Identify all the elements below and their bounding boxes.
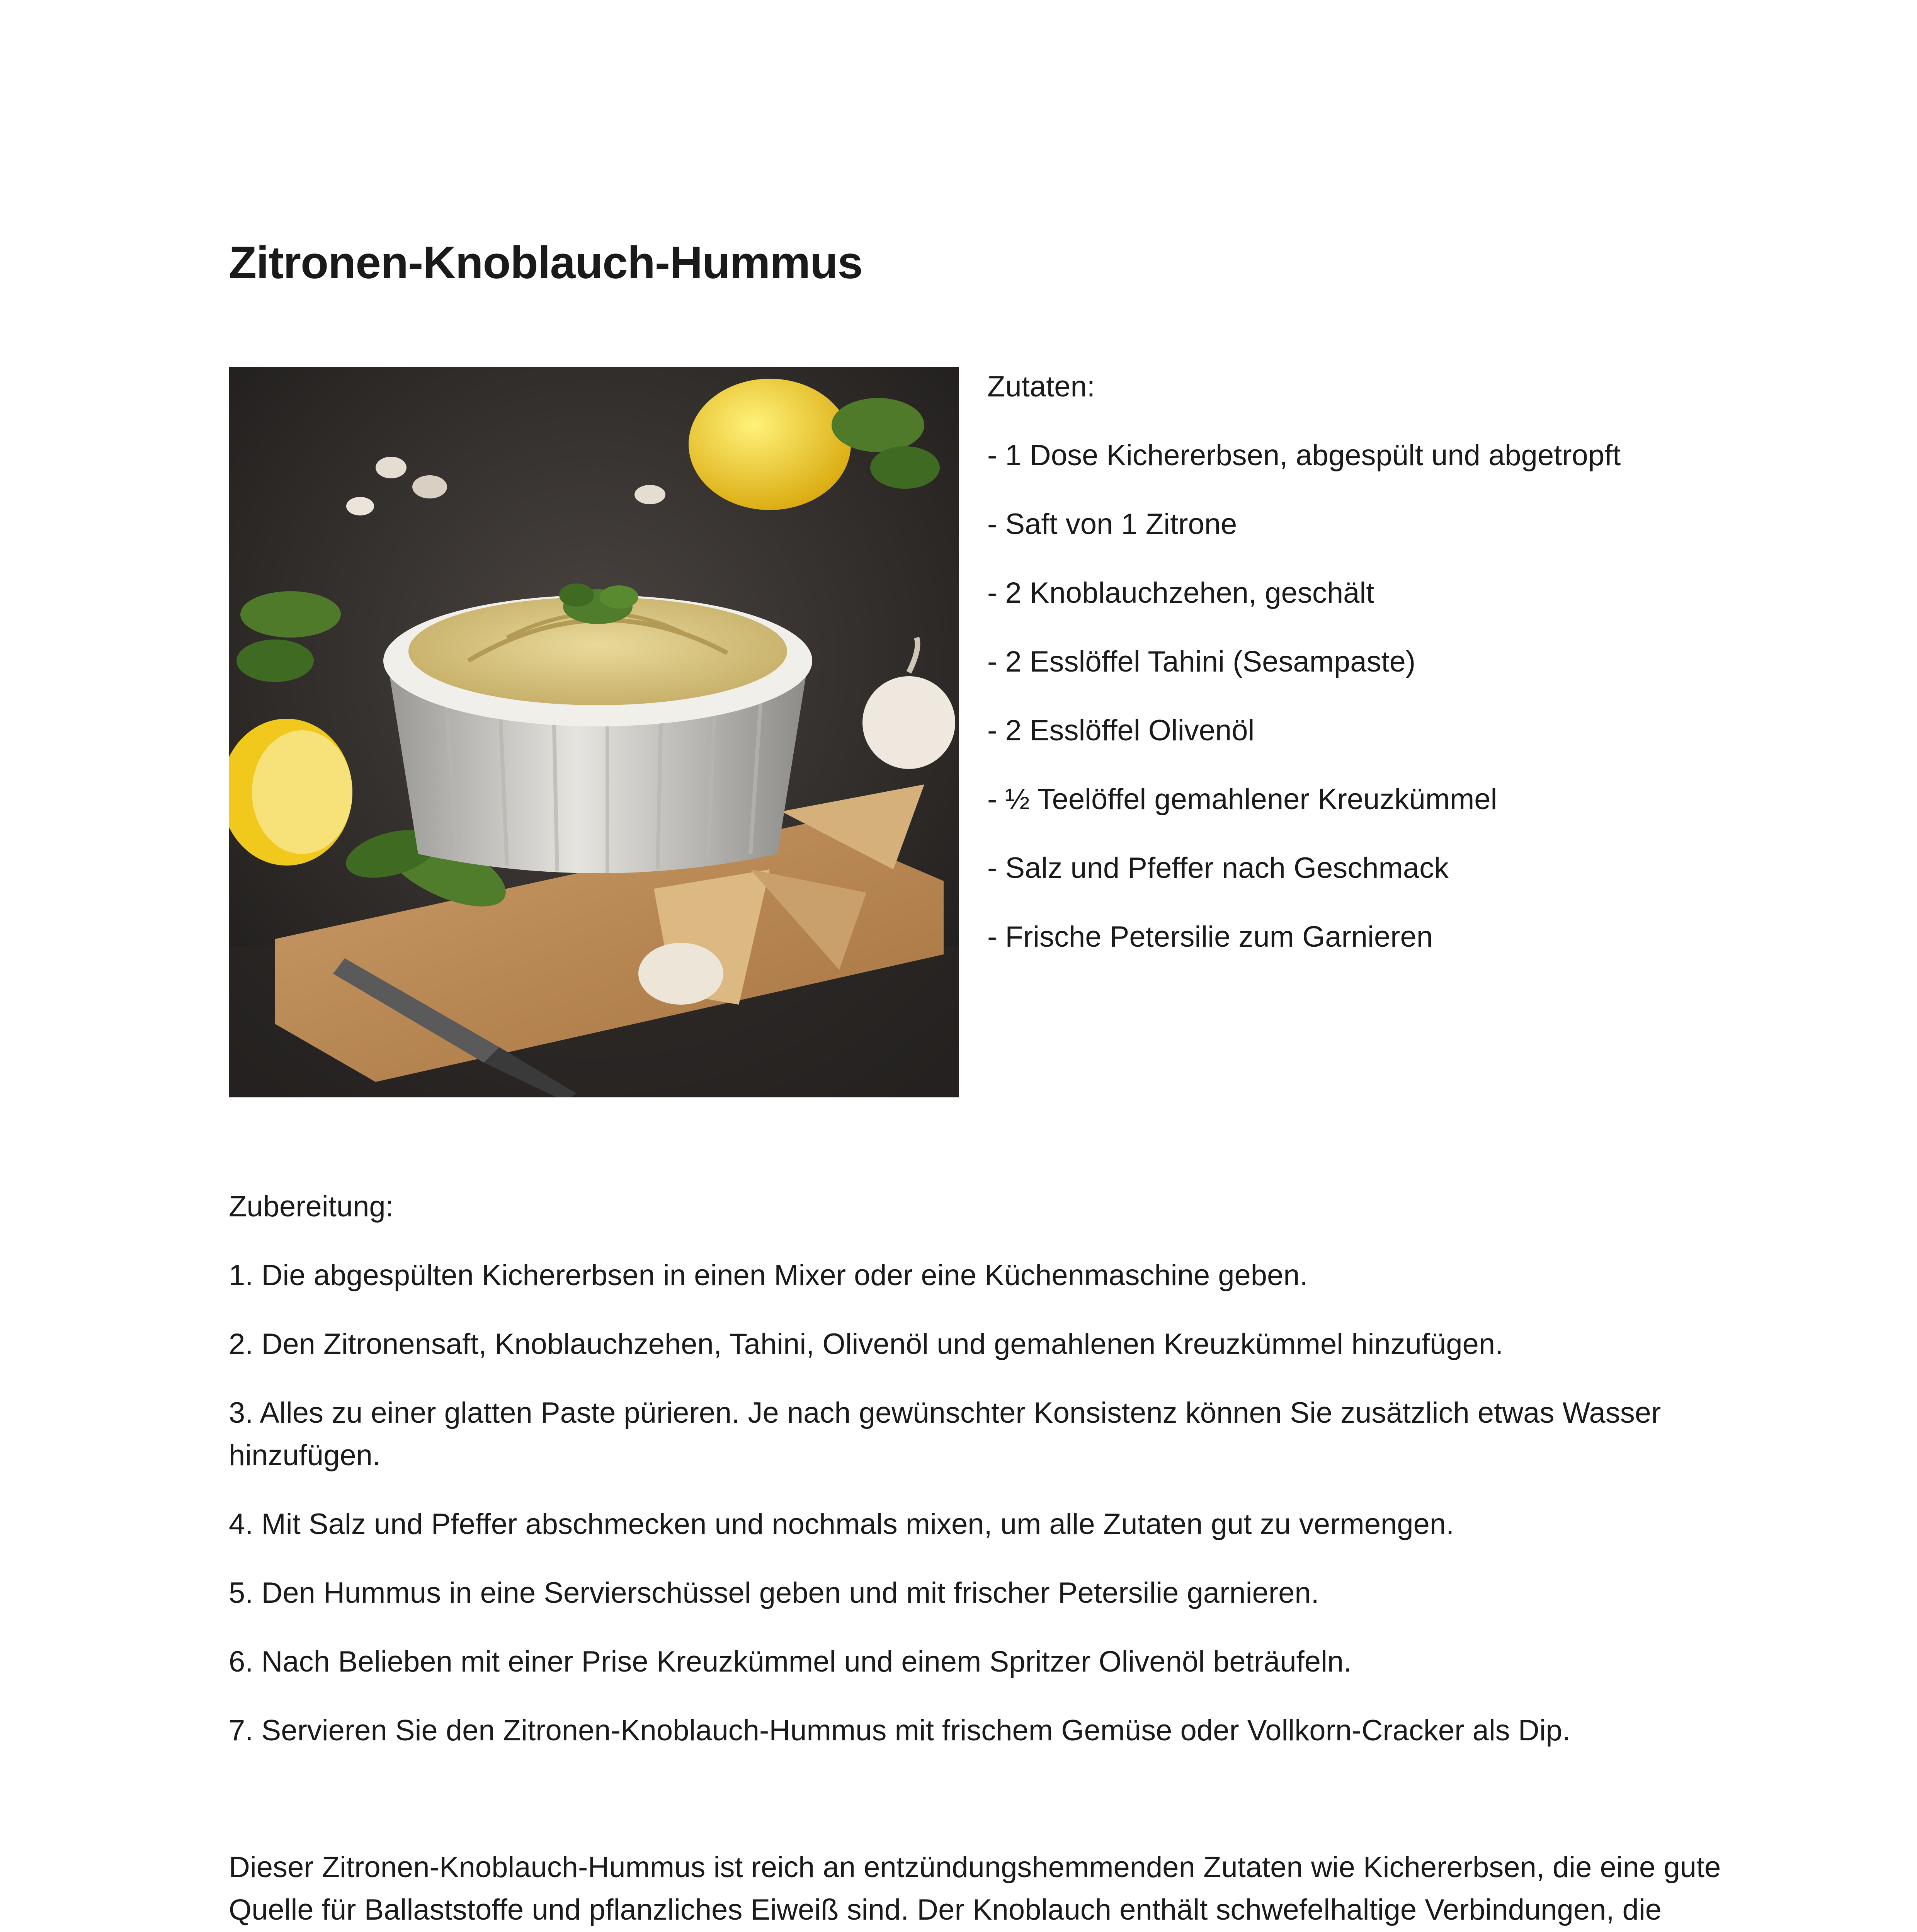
ingredient-item: - 2 Knoblauchzehen, geschält <box>987 577 1374 609</box>
preparation-heading: Zubereitung: <box>229 1190 394 1223</box>
preparation-step: 6. Nach Belieben mit einer Prise Kreuzkümmel und einem Spritzer Olivenöl beträufeln. <box>229 1645 1352 1678</box>
hummus-photo <box>229 367 959 1097</box>
preparation-step: 4. Mit Salz und Pfeffer abschmecken und nochmals mixen, um alle Zutaten gut zu vermengen. <box>229 1508 1454 1541</box>
preparation-step: 2. Den Zitronensaft, Knoblauchzehen, Tahini, Olivenöl und gemahlenen Kreuzkümmel hinzufügen. <box>229 1328 1504 1361</box>
recipe-title: Zitronen-Knoblauch-Hummus <box>229 237 863 288</box>
ingredient-item: - ½ Teelöffel gemahlener Kreuzkümmel <box>987 783 1497 816</box>
ingredient-item: - Salz und Pfeffer nach Geschmack <box>987 852 1449 884</box>
preparation-step: 5. Den Hummus in eine Servierschüssel geben und mit frischer Petersilie garnieren. <box>229 1577 1319 1609</box>
preparation-step: 1. Die abgespülten Kichererbsen in einen Mixer oder eine Küchenmaschine geben. <box>229 1259 1308 1292</box>
preparation-step: 7. Servieren Sie den Zitronen-Knoblauch-Hummus mit frischem Gemüse oder Vollkorn-Cracker als Dip. <box>229 1714 1571 1747</box>
ingredients-section <box>987 366 1721 985</box>
ingredients-heading: Zutaten: <box>987 370 1095 403</box>
ingredient-item: - 2 Esslöffel Olivenöl <box>987 714 1255 747</box>
preparation-step: 3. Alles zu einer glatten Paste pürieren. Je nach gewünschter Konsistenz können Sie zusätzlich etwas Wasser hinzufügen. <box>229 1396 1661 1472</box>
ingredient-item: - Saft von 1 Zitrone <box>987 508 1237 541</box>
ingredient-item: - Frische Petersilie zum Garnieren <box>987 920 1433 953</box>
description-text: Dieser Zitronen-Knoblauch-Hummus ist reich an entzündungshemmenden Zutaten wie Kichererbsen, die eine gute Quelle für Ballaststoffe und pflanzliches Eiweiß sind. Der Knoblauch enthält schwefelhaltige Verbindungen, die <box>229 1851 1721 1926</box>
ingredient-item: - 1 Dose Kichererbsen, abgespült und abgetropft <box>987 439 1621 472</box>
ingredient-item: - 2 Esslöffel Tahini (Sesampaste) <box>987 645 1416 678</box>
description-paragraph <box>229 1846 1736 1932</box>
preparation-section <box>229 1185 1736 1778</box>
